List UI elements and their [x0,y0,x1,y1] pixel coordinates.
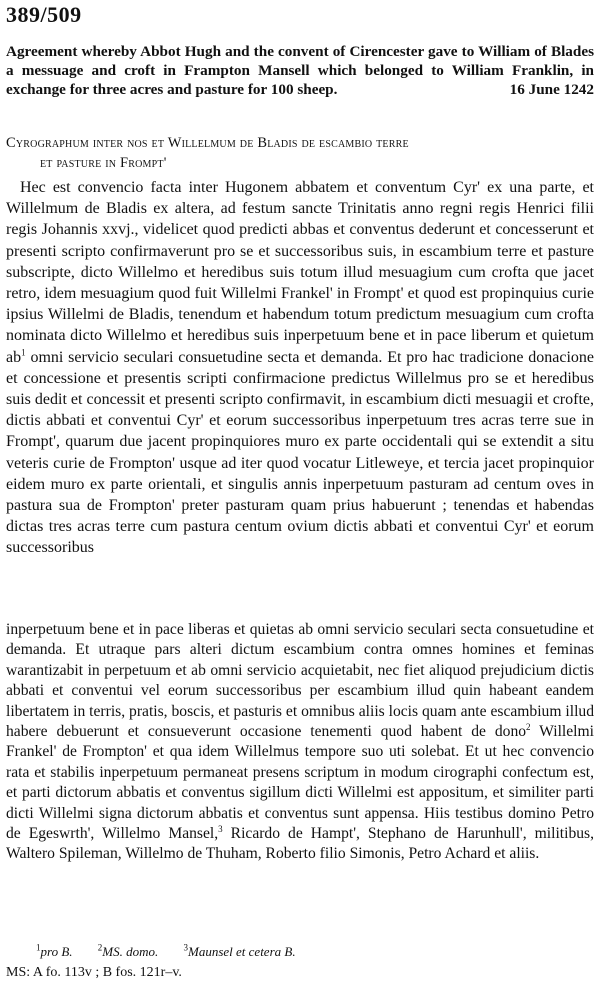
footnotes [36,944,318,960]
footnote-1 [36,944,73,959]
text-run: Ricardo de Hampt', Stephano de Harunhull', militibus, Waltero Spileman, Willelmo de Thuham, Roberto filio Simonis, Petro Achard et aliis. [6,825,595,863]
footnote-mark: 1 [36,942,41,953]
footnote-3 [184,944,296,959]
paragraph [6,620,594,865]
rubric-heading [6,133,594,173]
summary-date: 16 June 1242 [509,81,594,98]
footnote-text: pro B. [40,944,73,959]
footnote-ref: 2 [526,721,531,732]
summary-text: Agreement whereby Abbot Hugh and the convent of Cirencester gave to William of Blades a messuage and croft in Frampton Mansell which belonged to William Franklin, in exchange for three acres and pasture for 100 sheep. [6,43,594,98]
paragraph [6,177,594,559]
rubric-line-1: Cyrographum inter nos et Willelmum de Bladis de escambio terre [6,135,409,151]
document-number: 389/509 [6,2,82,27]
rubric-line-2: et pasture in Frompt' [40,155,167,171]
latin-text-part-1 [6,177,594,559]
footnote-mark: 3 [183,942,188,953]
text-run: Hec est convencio facta inter Hugonem abbatem et conventum Cyr' ex una parte, et Willelmum de Bladis ex altera, ad festum sancte Trinitatis anno regni regis Henrici filii regis Johannis xxvj., videlicet quod predicti abbas et conventus dederunt et concesserunt et presenti scripto confirmaverunt pro se et successoribus suis, in escambium terre et pasture subscripte, dicto Willelmo et heredibus suis totum illud mesuagium cum crofta que jacet retro, idem mesuagium quod fuit Willelmi Frankel' in Frompt' et quod est propinquius curie ipsius Willelmi de Bladis, tenendum et habendum totum predictum mesuagium cum crofta nominata dicto Willelmo et heredibus suis inperpetuum bene et in pace liberum et quietum ab [6,179,594,366]
footnote-mark: 2 [97,942,103,953]
latin-text-part-2 [6,620,594,865]
footnote-ref: 3 [218,823,223,834]
footnote-text: Maunsel et cetera B. [188,944,296,959]
manuscript-reference: MS: A fo. 113v ; B fos. 121r–v. [6,965,182,980]
document-summary [6,42,594,99]
footnote-2 [98,944,158,959]
text-run: omni servicio seculari consuetudine secta et demanda. Et pro hac tradicione donacione et concessione et presentis scripti confirmacione predictus Willelmus pro se et heredibus suis dedit et concessit et presenti scripto confirmavit, in escambium dicti mesuagii et crofte, dictis abbati et conventui Cyr' et eorum successoribus inperpetuum tres acras terre sue in Frompt', quarum due jacent propinquiores muro ex parte occidentali qui se extendit a situ veteris curie de Frompton' usque ad iter quod vocatur Litleweye, et tercia jacet propinquior eidem muro ex parte orientali, et singulis annis inperpetuum pasturam ad centum oves in pastura sua de Frompton' preter pasturam quam prius habuerunt ; tenendas et habendas dictas tres acras terre cum pastura centum ovium dictis abbati et conventui Cyr' et eorum successoribus [6,348,594,557]
text-run: inperpetuum bene et in pace liberas et quietas ab omni servicio seculari secta consuetudine et demanda. Et utraque pars alteri dictum escambium contra omnes homines et feminas warantizabit in perpetuum et ab omni servicio acquietabit, nec fiet aliquod prejudicium dictis abbati et conventui vel eorum successoribus per escambium illud quin habeant eandem libertatem in terris, pratis, boscis, et pasturis et omnibus aliis locis quam ante escambium illud habere debuerunt et consueverunt occasione tenementi quod habent de dono [6,621,594,741]
text-run: Willelmi Frankel' de Frompton' et qua idem Willelmus tempore suo uti solebat. Et ut hec convencio rata et stabilis inperpetuum permaneat presens scriptum in modum cirographi confectum est, et parti dictorum abbatis et conventus sigillum dicti Willelmi est appositum, et similiter parti dicti Willelmi signa dictorum abbatis et conventus sunt appensa. Hiis testibus domino Petro de Egeswrth', Willelmo Mansel, [6,723,594,843]
footnote-text: MS. domo. [102,944,159,959]
footnote-ref: 1 [21,347,26,358]
